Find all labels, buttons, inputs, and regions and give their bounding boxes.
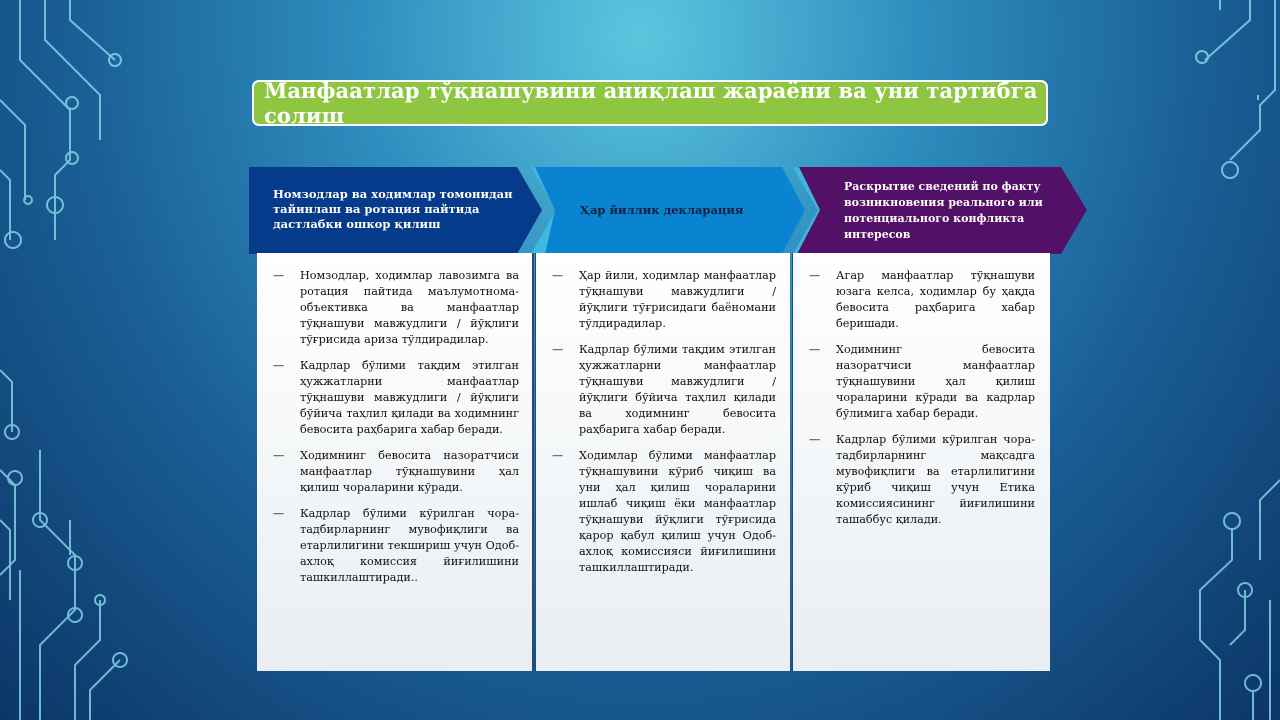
step-3-label: Раскрытие сведений по факту возникновения реального или потенциального конфликта интересов [844, 180, 1043, 241]
bullet-dash: — [809, 433, 821, 446]
step-2-list [536, 253, 790, 576]
bullet-dash: — [809, 343, 821, 356]
list-item: — Кадрлар бўлими кўрилган чора-тадбирларнинг мувофиқлиги ва етарлилигини текшириш учун Одоб-ахлоқ комиссия йиғилишини ташкиллаштиради.. [273, 507, 519, 584]
bullet-dash: — [273, 359, 285, 372]
list-item: — Кадрлар бўлими кўрилган чора-тадбирларнинг мақсадга мувофиқлиги ва етарлилигини кўриб чиқиш учун Етика комиссиясининг йиғилишини ташаббус қилади. [809, 433, 1035, 526]
bullet-dash: — [273, 507, 285, 520]
list-item: — Ҳар йили, ходимлар манфаатлар тўқнашуви мавжудлиги / йўқлиги тўғрисидаги баёномани тўлдирадилар. [552, 269, 776, 330]
panel-divider [532, 253, 534, 671]
bullet-dash: — [273, 449, 285, 462]
step-2-panel [535, 253, 790, 671]
bullet-dash: — [552, 449, 564, 462]
list-item: — Ходимнинг бевосита назоратчиси манфаатлар тўқнашувини ҳал қилиш чораларини кўради. [273, 449, 519, 494]
list-item: — Ходимлар бўлими манфаатлар тўқнашувини кўриб чиқиш ва уни ҳал қилиш чораларини ишлаб чиқиш ёки манфаатлар тўқнашуви йўқлиги тўғрисида қарор қабул қилиш учун Одоб-ахлоқ комиссияси йиғилишини ташкиллаштиради. [552, 449, 776, 574]
list-item: — Кадрлар бўлими тақдим этилган ҳужжатларни манфаатлар тўқнашуви мавжудлиги / йўқлиги бўйича таҳлил қилади ва ходимнинг бевосита раҳбарига хабар беради. [552, 343, 776, 436]
list-item: — Ходимнинг бевосита назоратчиси манфаатлар тўқнашувини ҳал қилиш чораларини кўради ва кадрлар бўлимига хабар беради. [809, 343, 1035, 420]
bullet-dash: — [273, 269, 285, 282]
step-2-label: Ҳар йиллик декларация [580, 203, 744, 217]
slide-title: Манфаатлар тўқнашувини аниқлаш жараёни ва уни тартибга солиш [252, 80, 1048, 126]
step-1-label: Номзодлар ва ходимлар томонидан тайинлаш ва ротация пайтида дастлабки ошкор қилиш [273, 187, 513, 231]
list-item: — Номзодлар, ходимлар лавозимга ва ротация пайтида маълумотнома-объективка ва манфаатлар тўқнашуви мавжудлиги / йўқлиги тўғрисида ариза тўлдирадилар. [273, 269, 519, 346]
step-3-list [793, 253, 1050, 528]
step-3-panel [792, 253, 1050, 671]
step-1-panel [257, 253, 532, 671]
list-item: — Агар манфаатлар тўқнашуви юзага келса, ходимлар бу ҳақда бевосита раҳбарига хабар беришади. [809, 269, 1035, 330]
bullet-dash: — [552, 343, 564, 356]
list-item: — Кадрлар бўлими тақдим этилган ҳужжатларни манфаатлар тўқнашуви мавжудлиги / йўқлиги бўйича таҳлил қилади ва ходимнинг бевосита раҳбарига хабар беради. [273, 359, 519, 436]
step-1-list [257, 253, 532, 586]
bullet-dash: — [809, 269, 821, 282]
bullet-dash: — [552, 269, 564, 282]
